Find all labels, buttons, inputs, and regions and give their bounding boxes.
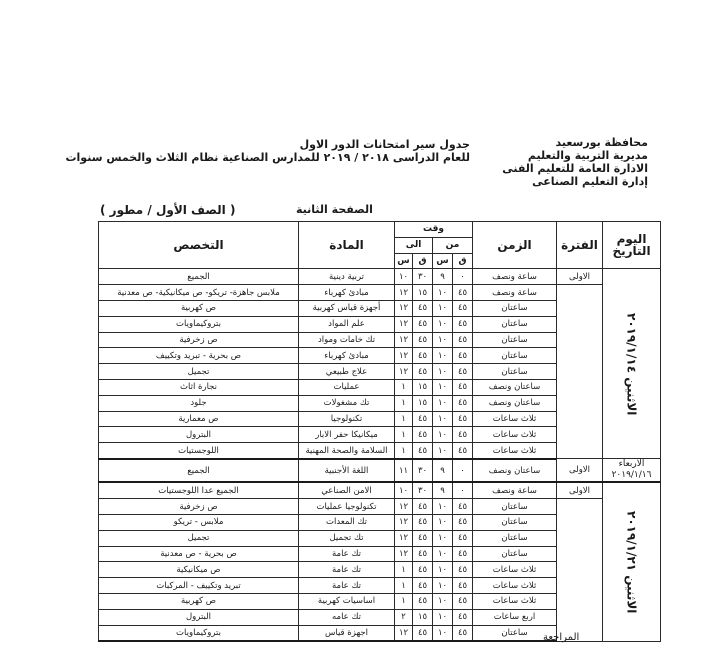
- from-minute-cell: ٤٥: [453, 546, 473, 562]
- to-minute-cell: ٤٥: [413, 427, 433, 443]
- from-header: من: [433, 237, 473, 253]
- directorate-header: [488, 136, 648, 188]
- from-hour-cell: ١٠: [433, 332, 453, 348]
- specialization-cell: البترول: [99, 609, 299, 625]
- specialization-cell: اللوجستيات: [99, 443, 299, 459]
- period-cell: الاولى: [557, 269, 603, 285]
- day-date-label: الاربعاء ٢٠١٩/١/١٦: [611, 459, 652, 481]
- duration-cell: ساعتان: [473, 625, 557, 641]
- duration-cell: ساعتان: [473, 546, 557, 562]
- to-minute-cell: ٤٥: [413, 316, 433, 332]
- subject-cell: السلامة والصحة المهنية: [299, 443, 395, 459]
- header-line: محافظة بورسعيد: [555, 136, 648, 149]
- duration-cell: ثلاث ساعات: [473, 594, 557, 610]
- from-hour-cell: ١٠: [433, 578, 453, 594]
- page-label: الصفحة الثانية: [296, 203, 373, 216]
- subject-cell: اللغة الأجنبية: [299, 459, 395, 483]
- to-hour-cell: ١: [395, 578, 413, 594]
- from-minute-cell: ٤٥: [453, 443, 473, 459]
- date-header: التاريخ: [612, 244, 651, 259]
- from-hour-cell: ١٠: [433, 530, 453, 546]
- to-hour-cell: ١١: [395, 459, 413, 483]
- day-header: اليوم: [616, 232, 647, 247]
- duration-cell: ساعتان ونصف: [473, 395, 557, 411]
- duration-cell: ساعتان: [473, 348, 557, 364]
- to-minute-cell: ٤٥: [413, 411, 433, 427]
- subject-cell: تك عامة: [299, 546, 395, 562]
- duration-cell: ساعتان: [473, 332, 557, 348]
- from-minute-cell: ٤٥: [453, 427, 473, 443]
- specialization-cell: جلود: [99, 395, 299, 411]
- to-hour-cell: ١: [395, 427, 413, 443]
- from-minute-cell: ٤٥: [453, 578, 473, 594]
- from-minute-cell: ٤٥: [453, 348, 473, 364]
- day-date-cell: [603, 482, 661, 641]
- from-hour-cell: ١٠: [433, 499, 453, 515]
- period-header: الفترة: [557, 222, 603, 269]
- to-hour-cell: ١٢: [395, 546, 413, 562]
- specialization-cell: ملابس - تريكو: [99, 515, 299, 531]
- to-minute-cell: ١٥: [413, 395, 433, 411]
- to-minute-cell: ١٥: [413, 609, 433, 625]
- to-hour-cell: ١: [395, 411, 413, 427]
- to-minute-cell: ١٥: [413, 379, 433, 395]
- specialization-cell: بتروكيماويات: [99, 625, 299, 641]
- specialization-cell: تجميل: [99, 530, 299, 546]
- subject-cell: الامن الصناعي: [299, 482, 395, 498]
- specialization-cell: ص بحرية - ص معدنية: [99, 546, 299, 562]
- subject-cell: علم المواد: [299, 316, 395, 332]
- to-hour-cell: ١٢: [395, 348, 413, 364]
- specialization-cell: تجميل: [99, 364, 299, 380]
- from-minute-cell: ٤٥: [453, 530, 473, 546]
- subject-cell: تك عامه: [299, 609, 395, 625]
- to-hour-cell: ١٢: [395, 515, 413, 531]
- from-hour-cell: ١٠: [433, 427, 453, 443]
- specialization-header: التخصص: [99, 222, 299, 269]
- to-minute-cell: ٤٥: [413, 499, 433, 515]
- to-minute-cell: ٣٠: [413, 482, 433, 498]
- specialization-cell: بتروكيماويات: [99, 316, 299, 332]
- header-line: إدارة التعليم الصناعى: [532, 175, 648, 188]
- specialization-cell: ص معمارية: [99, 411, 299, 427]
- subject-cell: علاج طبيعي: [299, 364, 395, 380]
- to-minute-cell: ٤٥: [413, 348, 433, 364]
- subject-cell: تكنولوجيا: [299, 411, 395, 427]
- subject-cell: اساسيات كهربية: [299, 594, 395, 610]
- exam-schedule-table: [98, 221, 661, 642]
- to-minute-cell: ٤٥: [413, 515, 433, 531]
- from-minute-cell: ٤٥: [453, 364, 473, 380]
- to-s-header: س: [395, 253, 413, 269]
- title-line: للعام الدراسى ٢٠١٨ / ٢٠١٩ للمدارس الصناعية نظام الثلاث والخمس سنوات: [65, 151, 470, 164]
- from-minute-cell: ٤٥: [453, 562, 473, 578]
- from-minute-cell: ٤٥: [453, 316, 473, 332]
- from-minute-cell: ٠: [453, 269, 473, 285]
- duration-cell: ساعة ونصف: [473, 482, 557, 498]
- from-minute-cell: ٤٥: [453, 499, 473, 515]
- duration-cell: ساعتان ونصف: [473, 459, 557, 483]
- to-q-header: ق: [413, 253, 433, 269]
- to-hour-cell: ١: [395, 395, 413, 411]
- to-minute-cell: ٤٥: [413, 546, 433, 562]
- from-hour-cell: ٩: [433, 482, 453, 498]
- to-minute-cell: ٣٠: [413, 459, 433, 483]
- to-minute-cell: ٤٥: [413, 625, 433, 641]
- to-hour-cell: ١٢: [395, 316, 413, 332]
- duration-cell: ثلاث ساعات: [473, 562, 557, 578]
- from-hour-cell: ١٠: [433, 594, 453, 610]
- header-line: مديرية التربية والتعليم: [527, 149, 648, 162]
- from-minute-cell: ٤٥: [453, 625, 473, 641]
- specialization-cell: ص زخرفية: [99, 332, 299, 348]
- from-minute-cell: ٤٥: [453, 609, 473, 625]
- to-hour-cell: ١: [395, 443, 413, 459]
- period-cell: الاولى: [557, 482, 603, 498]
- specialization-cell: ص زخرفية: [99, 499, 299, 515]
- from-hour-cell: ١٠: [433, 364, 453, 380]
- subject-cell: اجهزة قياس: [299, 625, 395, 641]
- from-hour-cell: ١٠: [433, 379, 453, 395]
- duration-header: الزمن: [473, 222, 557, 269]
- from-hour-cell: ١٠: [433, 300, 453, 316]
- duration-cell: ثلاث ساعات: [473, 427, 557, 443]
- from-hour-cell: ١٠: [433, 411, 453, 427]
- subject-cell: تك عامة: [299, 578, 395, 594]
- to-hour-cell: ١٢: [395, 332, 413, 348]
- duration-cell: ثلاث ساعات: [473, 578, 557, 594]
- specialization-cell: تبريد وتكييف - المركبات: [99, 578, 299, 594]
- to-minute-cell: ٤٥: [413, 332, 433, 348]
- subject-cell: مبادئ كهرباء: [299, 285, 395, 301]
- to-hour-cell: ١٢: [395, 499, 413, 515]
- subject-cell: تربية دينية: [299, 269, 395, 285]
- to-hour-cell: ١٢: [395, 625, 413, 641]
- from-hour-cell: ١٠: [433, 348, 453, 364]
- specialization-cell: نجارة اثاث: [99, 379, 299, 395]
- table-row: [99, 269, 661, 285]
- grade-label: ( الصف الأول / مطور ): [100, 203, 236, 217]
- from-hour-cell: ١٠: [433, 395, 453, 411]
- subject-cell: عمليات: [299, 379, 395, 395]
- day-date-cell: [603, 269, 661, 459]
- period-cell: [557, 499, 603, 642]
- from-hour-cell: ٩: [433, 269, 453, 285]
- from-minute-cell: ٤٥: [453, 300, 473, 316]
- specialization-cell: الجميع: [99, 459, 299, 483]
- footer-label: المراجعة: [543, 632, 580, 643]
- from-minute-cell: ٤٥: [453, 379, 473, 395]
- subject-cell: مبادئ كهرباء: [299, 348, 395, 364]
- from-hour-cell: ١٠: [433, 546, 453, 562]
- to-header: الى: [395, 237, 433, 253]
- subject-header: المادة: [299, 222, 395, 269]
- table-row: [99, 285, 661, 301]
- duration-cell: ساعتان: [473, 515, 557, 531]
- schedule-body: [99, 269, 661, 642]
- from-hour-cell: ١٠: [433, 285, 453, 301]
- from-minute-cell: ٤٥: [453, 395, 473, 411]
- duration-cell: ثلاث ساعات: [473, 411, 557, 427]
- to-minute-cell: ٤٥: [413, 578, 433, 594]
- from-minute-cell: ٤٥: [453, 515, 473, 531]
- subject-cell: تك تجميل: [299, 530, 395, 546]
- to-hour-cell: ١٢: [395, 300, 413, 316]
- time-header: وقت: [395, 222, 473, 238]
- duration-cell: اربع ساعات: [473, 609, 557, 625]
- to-minute-cell: ٤٥: [413, 562, 433, 578]
- from-hour-cell: ١٠: [433, 609, 453, 625]
- subject-cell: ميكانيكا حفر الابار: [299, 427, 395, 443]
- period-cell: [557, 285, 603, 459]
- table-row: [99, 459, 661, 483]
- from-hour-cell: ١٠: [433, 625, 453, 641]
- from-hour-cell: ١٠: [433, 515, 453, 531]
- to-minute-cell: ٤٥: [413, 594, 433, 610]
- to-hour-cell: ١٢: [395, 530, 413, 546]
- from-hour-cell: ٩: [433, 459, 453, 483]
- from-q-header: ق: [453, 253, 473, 269]
- from-hour-cell: ١٠: [433, 316, 453, 332]
- to-hour-cell: ١٠: [395, 269, 413, 285]
- header-line: الادارة العامة للتعليم الفنى: [502, 162, 648, 175]
- day-date-header: [603, 222, 661, 269]
- to-hour-cell: ١: [395, 379, 413, 395]
- duration-cell: ساعتان: [473, 499, 557, 515]
- to-hour-cell: ١٠: [395, 482, 413, 498]
- subject-cell: تك المعدات: [299, 515, 395, 531]
- from-minute-cell: ٤٥: [453, 594, 473, 610]
- table-row: [99, 482, 661, 498]
- to-hour-cell: ١: [395, 594, 413, 610]
- specialization-cell: ص بحرية - تبريد وتكييف: [99, 348, 299, 364]
- from-hour-cell: ١٠: [433, 562, 453, 578]
- to-minute-cell: ٤٥: [413, 530, 433, 546]
- from-minute-cell: ٤٥: [453, 411, 473, 427]
- duration-cell: ساعتان: [473, 364, 557, 380]
- from-s-header: س: [433, 253, 453, 269]
- specialization-cell: ص ميكانيكية: [99, 562, 299, 578]
- day-date-label: الاثنين ٢٠١٩/١/١٤: [624, 312, 639, 416]
- specialization-cell: ص كهربية: [99, 300, 299, 316]
- to-minute-cell: ٤٥: [413, 443, 433, 459]
- subject-cell: أجهزة قياس كهربية: [299, 300, 395, 316]
- table-row: [99, 499, 661, 515]
- to-hour-cell: ١: [395, 562, 413, 578]
- day-date-label: الاثنين ٢٠١٩/١/٢١: [624, 511, 639, 614]
- to-hour-cell: ١٢: [395, 285, 413, 301]
- from-minute-cell: ٠: [453, 459, 473, 483]
- to-minute-cell: ٤٥: [413, 364, 433, 380]
- duration-cell: ثلاث ساعات: [473, 443, 557, 459]
- from-minute-cell: ٠: [453, 482, 473, 498]
- subject-cell: تك خامات ومواد: [299, 332, 395, 348]
- to-hour-cell: ١٢: [395, 364, 413, 380]
- subject-cell: تك مشغولات: [299, 395, 395, 411]
- specialization-cell: البترول: [99, 427, 299, 443]
- subject-cell: تك عامة: [299, 562, 395, 578]
- duration-cell: ساعة ونصف: [473, 269, 557, 285]
- subject-cell: تكنولوجيا عمليات: [299, 499, 395, 515]
- from-minute-cell: ٤٥: [453, 332, 473, 348]
- to-minute-cell: ٤٥: [413, 300, 433, 316]
- to-minute-cell: ١٥: [413, 285, 433, 301]
- specialization-cell: الجميع عدا اللوجستيات: [99, 482, 299, 498]
- to-hour-cell: ٢: [395, 609, 413, 625]
- title-line: جدول سير امتحانات الدور الاول: [299, 138, 470, 151]
- to-minute-cell: ٣٠: [413, 269, 433, 285]
- duration-cell: ساعتان: [473, 530, 557, 546]
- from-minute-cell: ٤٥: [453, 285, 473, 301]
- period-cell: الاولى: [557, 459, 603, 483]
- duration-cell: ساعتان ونصف: [473, 379, 557, 395]
- specialization-cell: ملابس جاهزة- تريكو- ص ميكانيكية- ص معدنية: [99, 285, 299, 301]
- duration-cell: ساعتان: [473, 300, 557, 316]
- specialization-cell: الجميع: [99, 269, 299, 285]
- document-title: [65, 138, 470, 164]
- duration-cell: ساعتان: [473, 316, 557, 332]
- from-hour-cell: ١٠: [433, 443, 453, 459]
- day-date-cell: [603, 459, 661, 483]
- specialization-cell: ص كهربية: [99, 594, 299, 610]
- duration-cell: ساعة ونصف: [473, 285, 557, 301]
